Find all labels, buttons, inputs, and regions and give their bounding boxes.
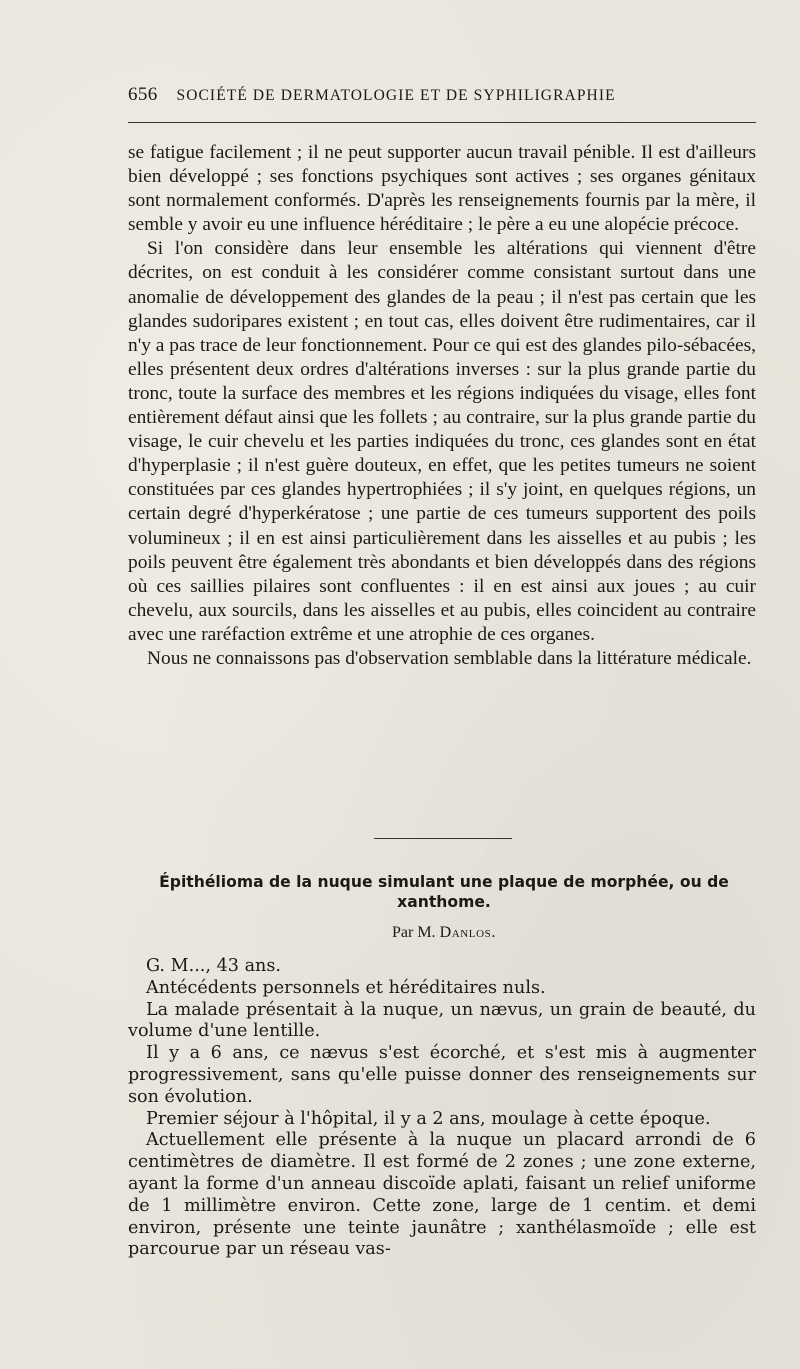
author-name: Danlos. [439,924,496,941]
article-author [128,924,760,942]
running-title: SOCIÉTÉ DE DERMATOLOGIE ET DE SYPHILIGRAPHIE [176,87,616,104]
paragraph: se fatigue facilement ; il ne peut supporter aucun travail pénible. Il est d'ailleurs bien développé ; ses fonctions psychiques sont actives ; ses organes génitaux sont normalement conformés. D'après les renseignements fournis par la mère, il semble y avoir eu une influence héréditaire ; le père a eu une alopécie précoce. [128,142,756,236]
page-number: 656 [128,84,158,105]
paragraph: Premier séjour à l'hôpital, il y a 2 ans, moulage à cette époque. [146,1108,711,1129]
paragraph: Actuellement elle présente à la nuque un placard arrondi de 6 centimètres de diamètre. Il est formé de 2 zones ; une zone externe, ayant la forme d'un anneau discoïde aplati, faisant un relief uniforme de 1 millimètre environ. Cette zone, large de 1 centim. et demi environ, présente une teinte jaunâtre ; xanthélasmoïde ; elle est parcourue par un réseau vas- [128,1130,756,1260]
body-text [128,141,756,671]
running-header [128,84,758,110]
article-body [128,956,756,1261]
section-divider [374,838,512,839]
article-title: Épithélioma de la nuque simulant une plaque de morphée, ou de xanthome. [159,873,729,911]
paragraph: Si l'on considère dans leur ensemble les altérations qui viennent d'être décrites, on est conduit à les considérer comme consistant surtout dans une anomalie de développement des glandes de la peau ; il n'est pas certain que les glandes sudoripares existent ; en tout cas, elles doivent être rudimentaires, car il n'y a pas trace de leur fonctionnement. Pour ce qui est des glandes pilo-sébacées, elles présentent deux ordres d'altérations inverses : sur la plus grande partie du tronc, toute la surface des membres et les régions indiquées du visage, elles font entièrement défaut ainsi que les follets ; au contraire, sur la plus grande partie du visage, le cuir chevelu et les parties indiquées du tronc, ces glandes sont en état d'hyperplasie ; il n'est guère douteux, en effet, que les petites tumeurs ne soient constituées par ces glandes hypertrophiées ; il s'y joint, en quelques régions, un certain degré d'hyperkératose ; une partie de ces tumeurs supportent des poils volumineux ; il en est ainsi particulièrement dans les aisselles et au pubis ; les poils peuvent être également très abondants et bien développés dans des régions où ces saillies pilaires sont confluentes : il en est ainsi aux joues ; au cuir chevelu, aux sourcils, dans les aisselles et au pubis, elles coincident au contraire avec une raréfaction extrême et une atrophie de ces organes. [128,238,756,645]
paragraph: Il y a 6 ans, ce nævus s'est écorché, et s'est mis à augmenter progressivement, sans qu'elle puisse donner des renseignements sur son évolution. [128,1043,756,1107]
author-prefix: Par M. [392,924,436,941]
paragraph: G. M..., 43 ans. [146,956,282,976]
paragraph: La malade présentait à la nuque, un nævus, un grain de beauté, du volume d'une lentille. [128,999,756,1042]
paragraph: Antécédents personnels et héréditaires nuls. [146,977,546,998]
paragraph: Nous ne connaissons pas d'observation semblable dans la littérature médicale. [147,647,752,669]
header-rule [128,122,756,123]
